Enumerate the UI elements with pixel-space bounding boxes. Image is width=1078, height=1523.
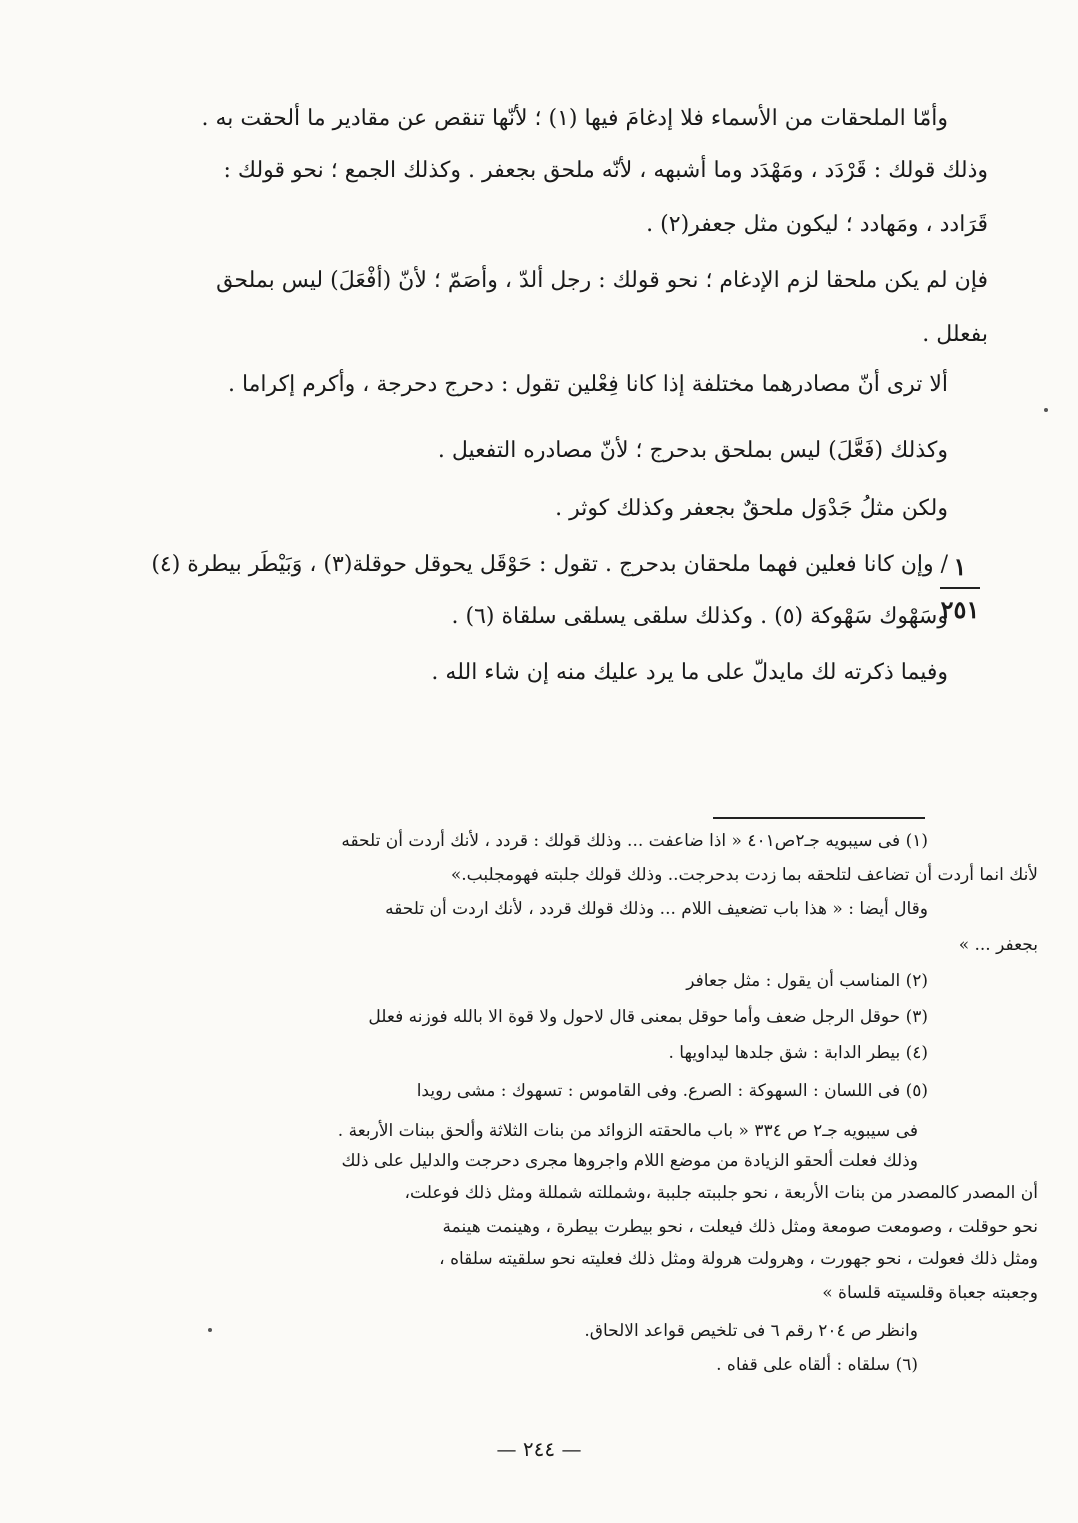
margin-volume: ١ [953,552,967,581]
footnote-line: (٢) المناسب أن يقول : مثل جعافر [686,971,928,991]
footnote-separator [713,817,925,819]
main-line: بفعلل . [922,322,988,347]
footnote-line: بجعفر ... » [958,935,1038,955]
main-line: قَرَادد ، ومَهادد ؛ ليكون مثل جعفر(٢) . [646,212,988,237]
main-line: وكذلك (فَعَّلَ) ليس بملحق بدحرج ؛ لأنّ مصادره التفعيل . [437,438,948,463]
footnote-line: وانظر ص ٢٠٤ رقم ٦ فى تلخيص قواعد الالحاق. [584,1321,918,1341]
scan-speck [208,1328,212,1332]
footnote-line: وجعبته جعباة وقلسيته قلساة » [822,1283,1038,1303]
margin-rule [940,587,980,589]
main-line: وسَهْوك سَهْوكة (٥) . وكذلك سلقى يسلقى سلقاة (٦) . [451,604,948,629]
scan-speck [1044,408,1048,412]
footnote-line: (١) فى سيبويه جـ٢ص٤٠١ « اذا ضاعفت ... وذلك قولك : قردد ، لأنك أردت أن تلحقه [341,831,928,851]
footnote-line: (٤) بيطر الدابة : شق جلدها ليداويها . [668,1043,928,1063]
main-line: وذلك قولك : قَرْدَد ، ومَهْدَد وما أشبهه ، لأنّه ملحق بجعفر . وكذلك الجمع ؛ نحو قولك : [223,158,988,183]
footnote-line: ومثل ذلك فعولت ، نحو جهورت ، وهرولت هرولة ومثل ذلك فعليته نحو سلقيته سلقاه ، [439,1249,1038,1269]
main-line: ألا ترى أنّ مصادرهما مختلفة إذا كانا فِعْلين تقول : دحرج دحرجة ، وأكرم إكراما . [227,372,948,397]
footnote-line: (٣) حوقل الرجل ضعف وأما حوقل بمعنى قال لاحول ولا قوة الا بالله فوزنه فعلل [368,1007,928,1027]
main-line: وفيما ذكرته لك مايدلّ على ما يرد عليك منه إن شاء الله . [431,660,948,685]
footnote-line: وقال أيضا : « هذا باب تضعيف اللام ... وذلك قولك قردد ، لأنك اردت أن تلحقه [385,899,928,919]
page-number: — ٢٤٤ — [496,1437,582,1461]
footnote-line: نحو حوقلت ، وصومعت صومعة ومثل ذلك فيعلت ، نحو بيطرت بيطرة ، وهينمت هينمة [442,1217,1038,1237]
footnote-line: لأنك انما أردت أن تضاعف لتلحقه بما زدت بدحرجت.. وذلك قولك جلبته فهومجلبب.» [450,865,1038,885]
main-line: فإن لم يكن ملحقا لزم الإدغام ؛ نحو قولك : رجل ألدّ ، وأصَمّ ؛ لأنّ (أفْعَلَ) ليس بملحق [216,268,988,293]
footnote-line: وذلك فعلت ألحقو الزيادة من موضع اللام واجروها مجرى دحرجت والدليل على ذلك [341,1151,918,1171]
margin-page: ٢٥١ [940,595,980,624]
margin-page-reference [930,552,990,624]
main-line: ولكن مثلُ جَدْوَل ملحقٌ بجعفر وكذلك كوثر . [555,496,948,521]
main-line: وأمّا الملحقات من الأسماء فلا إدغامَ فيها (١) ؛ لأنّها تنقص عن مقادير ما ألحقت به . [201,106,948,131]
footnote-line: (٦) سلقاه : ألقاه على قفاه . [716,1355,918,1375]
footnote-line: أن المصدر كالمصدر من بنات الأربعة ، نحو جلببته جلببة ،وشمللته شمللة ومثل ذلك فوعلت، [404,1183,1038,1203]
footnote-line: (٥) فى اللسان : السهوكة : الصرع. وفى القاموس : تسهوك : مشى رويدا [416,1081,928,1101]
main-line: / وإن كانا فعلين فهما ملحقان بدحرج . تقول : حَوْقَل يحوقل حوقلة(٣) ، وَبَيْطَر بيطرة (٤) [151,552,948,577]
footnote-line: فى سيبويه جـ٢ ص ٣٣٤ « باب مالحقته الزوائد من بنات الثلاثة وألحق ببنات الأربعة . [337,1121,918,1141]
